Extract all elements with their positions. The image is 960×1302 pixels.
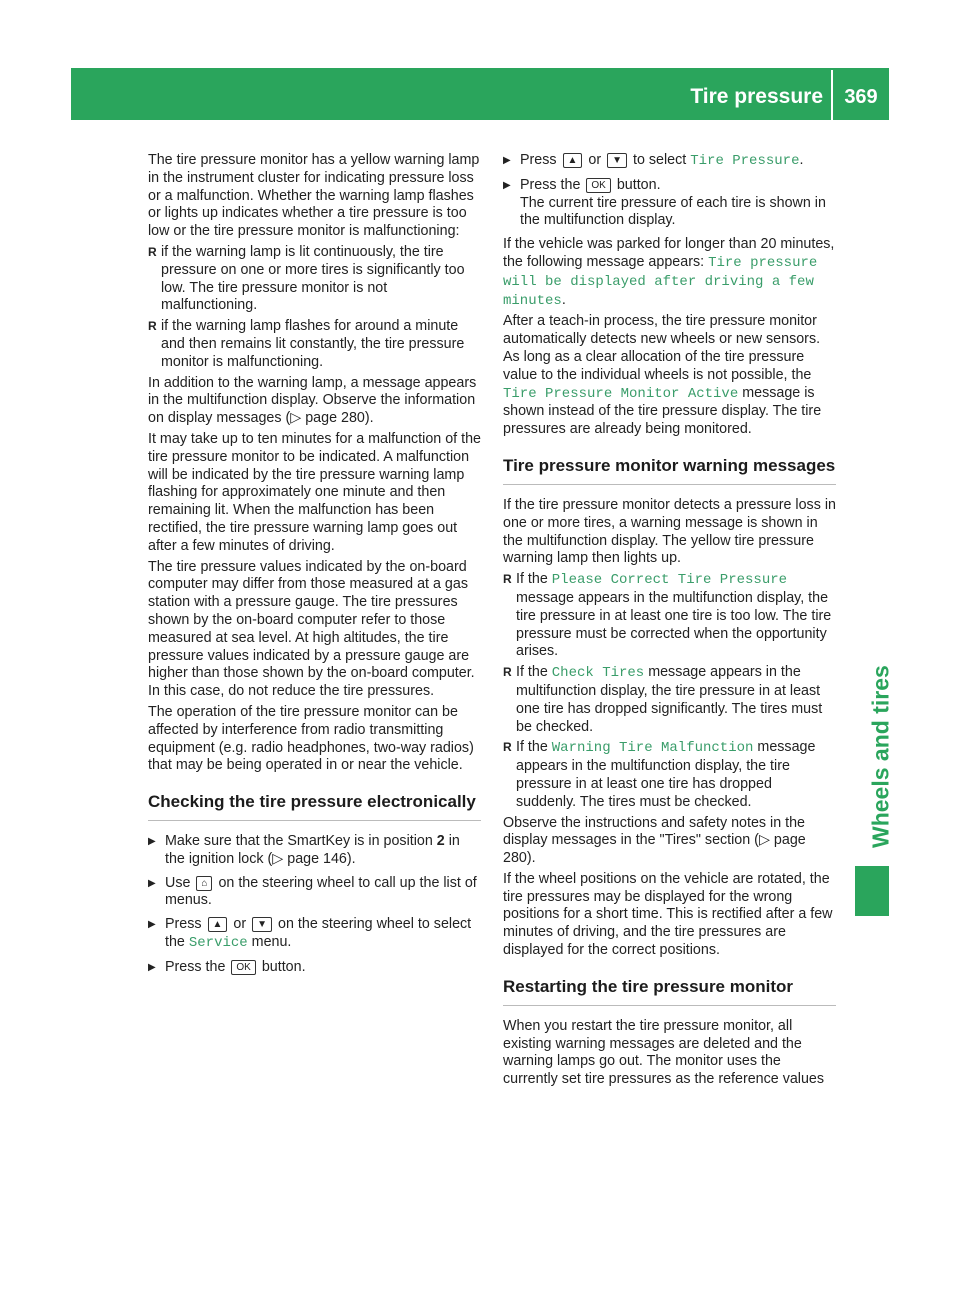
list-item bbox=[503, 664, 836, 736]
step-text: . bbox=[799, 152, 804, 168]
step-item bbox=[503, 177, 836, 230]
paragraph-text: After a teach-in process, the tire pressure monitor automatically detects new wheels or new sensors. As long as a clear allocation of the tire pressure value to the individual wheels is not possible, the bbox=[503, 313, 821, 383]
section-tab-marker bbox=[855, 866, 889, 916]
paragraph: The tire pressure values indicated by the on-board computer may differ from those measured at a gas station with a pressure gauge. The tire pressures shown by the on-board computer refer to those measured at sea level. At high altitudes, the tire pressure values indicated by a pressure gauge are higher than those shown by the on-board computer. In this case, do not reduce the tire pressures. bbox=[148, 558, 475, 700]
list-item-text: message appears in the multifunction display, the tire pressure in at least one tire is too low. The tire pressure must be corrected when the opportunity arises. bbox=[516, 589, 832, 660]
list-item-text: If the bbox=[516, 739, 548, 756]
step-text: Make sure that the SmartKey is in position bbox=[165, 833, 433, 850]
step-item bbox=[148, 875, 481, 911]
section-heading-checking: Checking the tire pressure electronically bbox=[148, 791, 481, 821]
down-arrow-icon: ▼ bbox=[607, 153, 627, 168]
step-text: Press the bbox=[165, 958, 226, 975]
left-column bbox=[148, 152, 481, 983]
paragraph bbox=[503, 313, 836, 439]
step-text: on the steering wheel to select the bbox=[165, 916, 472, 951]
ok-button-icon: OK bbox=[586, 178, 610, 193]
step-text: Press the bbox=[520, 176, 581, 193]
step-item bbox=[148, 833, 481, 869]
ignition-position: 2 bbox=[436, 833, 445, 850]
section-heading-warning: Tire pressure monitor warning messages bbox=[503, 455, 836, 485]
list-item-text: If the bbox=[516, 664, 548, 681]
list-item bbox=[503, 739, 836, 811]
ok-button-icon: OK bbox=[231, 960, 255, 975]
step-text: or bbox=[233, 916, 247, 933]
step-text: on the steering wheel to call up the list of menus. bbox=[165, 874, 477, 909]
right-column bbox=[503, 152, 836, 1092]
display-text-monitor-active: Tire Pressure Monitor Active bbox=[503, 385, 739, 402]
paragraph-text: message is shown instead of the tire pressure display. The tire pressures are already being monitored. bbox=[503, 384, 822, 438]
list-item: R if the warning lamp flashes for around a minute and then remains lit constantly, the tire pressure monitor is malfunctioning. bbox=[148, 318, 481, 371]
section-tab-label: Wheels and tires bbox=[867, 665, 894, 849]
step-item bbox=[503, 152, 836, 171]
list-item-text: If the bbox=[516, 571, 548, 588]
paragraph bbox=[503, 236, 836, 310]
display-text-correct-pressure: Please Correct Tire Pressure bbox=[551, 572, 788, 589]
list-item-text: message appears in the multifunction display, the tire pressure in at least one tire has dropped significantly. The tires must be checked. bbox=[516, 664, 823, 735]
paragraph: If the wheel positions on the vehicle are rotated, the tire pressures may be displayed for the wrong positions for a short time. This is rectified after a few minutes of driving, and the tire pressures are displayed for the correct positions. bbox=[503, 870, 833, 959]
step-text: Press bbox=[165, 916, 202, 933]
paragraph: In addition to the warning lamp, a message appears in the multifunction display. Observe the information on display messages (▷ page 280). bbox=[148, 374, 477, 427]
page-number: 369 bbox=[844, 86, 878, 108]
home-icon: ⌂ bbox=[196, 876, 212, 891]
header-divider bbox=[831, 70, 833, 120]
display-text-message: Tire pressure will be displayed after driving a few minutes bbox=[503, 254, 818, 309]
paragraph-text: If the vehicle was parked for longer than 20 minutes, the following message appears: bbox=[503, 236, 835, 270]
paragraph-text: . bbox=[561, 291, 566, 308]
step-result: The current tire pressure of each tire is shown in the multifunction display. bbox=[520, 194, 826, 229]
display-text-malfunction: Warning Tire Malfunction bbox=[551, 740, 754, 757]
down-arrow-icon: ▼ bbox=[252, 917, 272, 932]
step-text: or bbox=[588, 152, 602, 168]
step-text: menu. bbox=[251, 934, 292, 951]
paragraph: The operation of the tire pressure monitor can be affected by interference from radio transmitting equipment (e.g. radio headphones, two-way radios) that may be being operated in or near the vehicle. bbox=[148, 703, 474, 774]
step-text: in the ignition lock (▷ page 146). bbox=[165, 833, 460, 867]
step-text: button. bbox=[616, 176, 661, 193]
paragraph: It may take up to ten minutes for a malfunction of the tire pressure monitor to be indicated. A malfunction will be indicated by the tire pressure warning lamp flashing for approximately one minute and then remaining lit. When the malfunction has been rectified, the tire pressure warning lamp goes out after a few minutes of driving. bbox=[148, 430, 481, 554]
paragraph: When you restart the tire pressure monitor, all existing warning messages are deleted and the warning lamps go out. The monitor uses the currently set tire pressures as the reference values bbox=[503, 1017, 825, 1088]
display-text-check-tires: Check Tires bbox=[551, 665, 645, 682]
step-text: Press bbox=[520, 152, 557, 168]
step-text: Use bbox=[165, 874, 191, 891]
list-item-text: message appears in the multifunction display, the tire pressure in at least one tire has dropped suddenly. The tires must be checked. bbox=[516, 739, 816, 810]
step-text: to select bbox=[633, 152, 687, 168]
step-text: button. bbox=[261, 958, 306, 975]
up-arrow-icon: ▲ bbox=[563, 153, 583, 168]
paragraph: Observe the instructions and safety notes in the display messages in the "Tires" section (▷ page 280). bbox=[503, 814, 806, 867]
list-item: R if the warning lamp is lit continuously, the tire pressure on one or more tires is significantly too low. The tire pressure monitor is not malfunctioning. bbox=[148, 244, 481, 315]
page-title: Tire pressure bbox=[690, 85, 823, 108]
step-item bbox=[148, 916, 481, 953]
up-arrow-icon: ▲ bbox=[208, 917, 228, 932]
section-heading-restart: Restarting the tire pressure monitor bbox=[503, 976, 836, 1006]
display-text-tire-pressure: Tire Pressure bbox=[690, 153, 800, 169]
display-text-service: Service bbox=[188, 935, 248, 952]
step-item bbox=[148, 959, 481, 977]
list-item bbox=[503, 571, 836, 661]
paragraph: If the tire pressure monitor detects a pressure loss in one or more tires, a warning message is shown in the multifunction display. The yellow tire pressure warning lamp then lights up. bbox=[503, 496, 836, 567]
paragraph: The tire pressure monitor has a yellow warning lamp in the instrument cluster for indicating pressure loss or a malfunction. Whether the warning lamp flashes or lights up indicates whether a tire pressure is too low or the tire pressure monitor is malfunctioning: bbox=[148, 152, 480, 240]
